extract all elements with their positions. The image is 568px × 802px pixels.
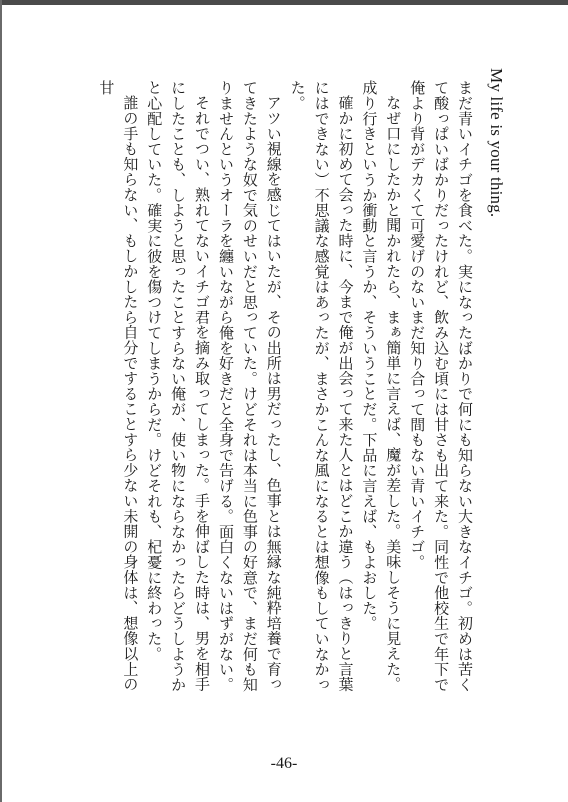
window-top-edge xyxy=(0,0,568,5)
paragraph: アツい視線を感じてはいたが、その出所は男だったし、色事とは無縁な純粋培養で育ってきたような奴で気のせいだと思っていた。けどそれは本当に色事の好意で、まだ何も知りませんというオーラを纏いながら俺を好きだと全身で告げる。面白くないはずがない。 xyxy=(216,80,283,692)
paragraph: なぜ口にしたかと聞かれたら、まぁ簡単に言えば、魔が差した。美味しそうに見えた。成り行きというか衝動と言うか、そういうことだ。下品に言えば、もよおした。 xyxy=(360,80,403,692)
paragraph: 確かに初めて会った時に、今まで俺が出会って来た人とはどこか違う（はっきりと言葉にはできない）不思議な感覚はあったが、まさかこんな風になるとは想像もしていなかった。 xyxy=(288,80,355,692)
paragraph: まだ青いイチゴを食べた。実になったばかりで何にも知らない大きなイチゴ。初めは苦くて酸っぱいばかりだったけれど、飲み込む頃には甘さも出て来た。同性で他校生で年下で俺より背がデカくて可愛げのないまだ知り合って間もない青いイチゴ。 xyxy=(408,80,474,692)
body-text xyxy=(6,80,476,700)
page-number: -46- xyxy=(270,755,298,772)
paragraph: それでつい、熟れてないイチゴ君を摘み取ってしまった。手を伸ばした時は、男を相手にしたことも、しようと思ったことすらない俺が、使い物にならなかったらどうしようかと心配していた。確実に彼を傷つけてしまうからだ。けどそれも、杞憂に終わった。 xyxy=(145,80,212,692)
paragraph: 誰の手も知らない、もしかしたら自分ですることすら少ない未開の身体は、想像以上の甘 xyxy=(97,80,140,692)
window-left-edge xyxy=(0,0,2,802)
page-heading: My life is your thing. xyxy=(487,68,506,218)
